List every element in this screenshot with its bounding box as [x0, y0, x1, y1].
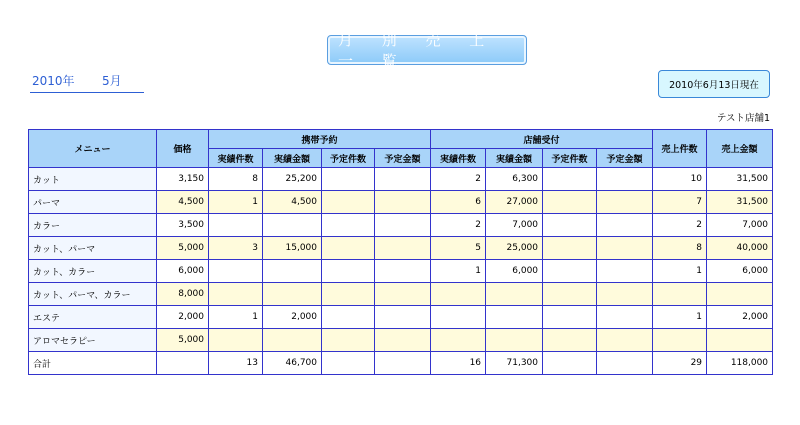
cell-s-pc [543, 168, 597, 191]
cell-s-aa: 27,000 [486, 191, 543, 214]
col-mobile-planned-amount: 予定金額 [375, 149, 431, 168]
table-row [29, 329, 773, 352]
cell-m-pc [322, 260, 375, 283]
col-mobile-actual-count: 実績件数 [209, 149, 263, 168]
cell-s-aa: 6,000 [486, 260, 543, 283]
total-row [29, 352, 773, 375]
cell-m-ac: 3 [209, 237, 263, 260]
cell-s-pc [543, 306, 597, 329]
page-title: 月 別 売 上 一 覧 [327, 35, 527, 65]
cell-s-pc [543, 260, 597, 283]
cell-m-pc [322, 237, 375, 260]
cell-amt [707, 329, 773, 352]
menu-name-cell: カット、パーマ [29, 237, 157, 260]
cell-s-pc [543, 329, 597, 352]
cell-m-pa [375, 352, 431, 375]
cell-m-aa [263, 260, 322, 283]
cell-cnt: 29 [653, 352, 707, 375]
as-of-date-badge: 2010年6月13日現在 [658, 70, 770, 98]
cell-m-ac: 13 [209, 352, 263, 375]
menu-name-cell: カット [29, 168, 157, 191]
cell-s-pa [597, 168, 653, 191]
cell-m-pa [375, 168, 431, 191]
cell-price: 3,500 [157, 214, 209, 237]
cell-m-pa [375, 283, 431, 306]
menu-name-cell: カラー [29, 214, 157, 237]
cell-m-aa: 15,000 [263, 237, 322, 260]
period-month: 5月 [102, 74, 122, 88]
cell-s-ac: 5 [431, 237, 486, 260]
cell-m-pc [322, 168, 375, 191]
cell-s-ac [431, 283, 486, 306]
cell-price: 5,000 [157, 237, 209, 260]
cell-cnt [653, 283, 707, 306]
cell-cnt [653, 329, 707, 352]
col-mobile-planned-count: 予定件数 [322, 149, 375, 168]
cell-price: 2,000 [157, 306, 209, 329]
cell-s-pa [597, 329, 653, 352]
cell-s-aa [486, 283, 543, 306]
table-row [29, 191, 773, 214]
col-sales-count: 売上件数 [653, 130, 707, 168]
store-name: テスト店舗1 [716, 113, 770, 124]
cell-cnt: 8 [653, 237, 707, 260]
cell-m-aa [263, 283, 322, 306]
cell-m-ac [209, 260, 263, 283]
cell-price: 5,000 [157, 329, 209, 352]
col-group-mobile: 携帯予約 [209, 130, 431, 149]
cell-s-pa [597, 283, 653, 306]
menu-name-cell: エステ [29, 306, 157, 329]
cell-s-pa [597, 260, 653, 283]
cell-m-ac [209, 329, 263, 352]
cell-s-ac [431, 306, 486, 329]
cell-price: 4,500 [157, 191, 209, 214]
cell-m-aa: 4,500 [263, 191, 322, 214]
cell-s-pc [543, 352, 597, 375]
menu-name-cell: アロマセラピー [29, 329, 157, 352]
period-year: 2010年 [32, 74, 75, 88]
table-row [29, 306, 773, 329]
cell-s-aa [486, 306, 543, 329]
cell-s-aa: 7,000 [486, 214, 543, 237]
cell-price [157, 352, 209, 375]
cell-m-pa [375, 237, 431, 260]
cell-cnt: 7 [653, 191, 707, 214]
menu-name-cell: カット、カラー [29, 260, 157, 283]
table-row [29, 168, 773, 191]
cell-amt: 40,000 [707, 237, 773, 260]
cell-m-pa [375, 214, 431, 237]
table-row [29, 237, 773, 260]
cell-m-aa [263, 214, 322, 237]
cell-m-ac: 1 [209, 306, 263, 329]
menu-name-cell: パーマ [29, 191, 157, 214]
cell-s-ac: 16 [431, 352, 486, 375]
menu-name-cell: カット、パーマ、カラー [29, 283, 157, 306]
col-sales-amount: 売上金額 [707, 130, 773, 168]
menu-name-cell: 合計 [29, 352, 157, 375]
cell-s-aa: 6,300 [486, 168, 543, 191]
cell-m-pa [375, 306, 431, 329]
cell-s-pa [597, 214, 653, 237]
table-row [29, 283, 773, 306]
cell-m-ac: 1 [209, 191, 263, 214]
cell-s-aa: 71,300 [486, 352, 543, 375]
cell-amt: 118,000 [707, 352, 773, 375]
cell-m-pa [375, 329, 431, 352]
cell-m-pc [322, 214, 375, 237]
cell-s-pc [543, 214, 597, 237]
cell-s-pa [597, 237, 653, 260]
col-menu: メニュー [29, 130, 157, 168]
col-group-store: 店舗受付 [431, 130, 653, 149]
cell-price: 8,000 [157, 283, 209, 306]
cell-m-aa: 25,200 [263, 168, 322, 191]
cell-s-ac [431, 329, 486, 352]
cell-m-pc [322, 329, 375, 352]
cell-m-aa: 46,700 [263, 352, 322, 375]
cell-s-pc [543, 237, 597, 260]
cell-s-pa [597, 191, 653, 214]
cell-amt: 31,500 [707, 191, 773, 214]
cell-cnt: 1 [653, 260, 707, 283]
cell-cnt: 2 [653, 214, 707, 237]
cell-cnt: 10 [653, 168, 707, 191]
cell-s-pa [597, 306, 653, 329]
cell-amt: 2,000 [707, 306, 773, 329]
cell-m-pa [375, 260, 431, 283]
cell-amt: 6,000 [707, 260, 773, 283]
cell-amt: 31,500 [707, 168, 773, 191]
cell-m-pc [322, 191, 375, 214]
table-row [29, 260, 773, 283]
cell-s-aa: 25,000 [486, 237, 543, 260]
col-store-actual-count: 実績件数 [431, 149, 486, 168]
cell-m-pc [322, 306, 375, 329]
cell-amt [707, 283, 773, 306]
cell-m-ac: 8 [209, 168, 263, 191]
cell-amt: 7,000 [707, 214, 773, 237]
cell-m-ac [209, 283, 263, 306]
cell-s-pc [543, 191, 597, 214]
col-store-planned-count: 予定件数 [543, 149, 597, 168]
monthly-sales-table [28, 129, 773, 375]
cell-s-ac: 2 [431, 168, 486, 191]
cell-price: 6,000 [157, 260, 209, 283]
col-store-actual-amount: 実績金額 [486, 149, 543, 168]
cell-s-ac: 2 [431, 214, 486, 237]
col-mobile-actual-amount: 実績金額 [263, 149, 322, 168]
cell-cnt: 1 [653, 306, 707, 329]
cell-s-pa [597, 352, 653, 375]
cell-m-pa [375, 191, 431, 214]
period-label [30, 70, 144, 93]
cell-m-aa [263, 329, 322, 352]
cell-m-ac [209, 214, 263, 237]
cell-s-pc [543, 283, 597, 306]
col-price: 価格 [157, 130, 209, 168]
cell-s-aa [486, 329, 543, 352]
cell-s-ac: 6 [431, 191, 486, 214]
header-row-top [29, 130, 773, 149]
col-store-planned-amount: 予定金額 [597, 149, 653, 168]
cell-m-pc [322, 283, 375, 306]
cell-price: 3,150 [157, 168, 209, 191]
cell-m-pc [322, 352, 375, 375]
cell-s-ac: 1 [431, 260, 486, 283]
cell-m-aa: 2,000 [263, 306, 322, 329]
table-row [29, 214, 773, 237]
